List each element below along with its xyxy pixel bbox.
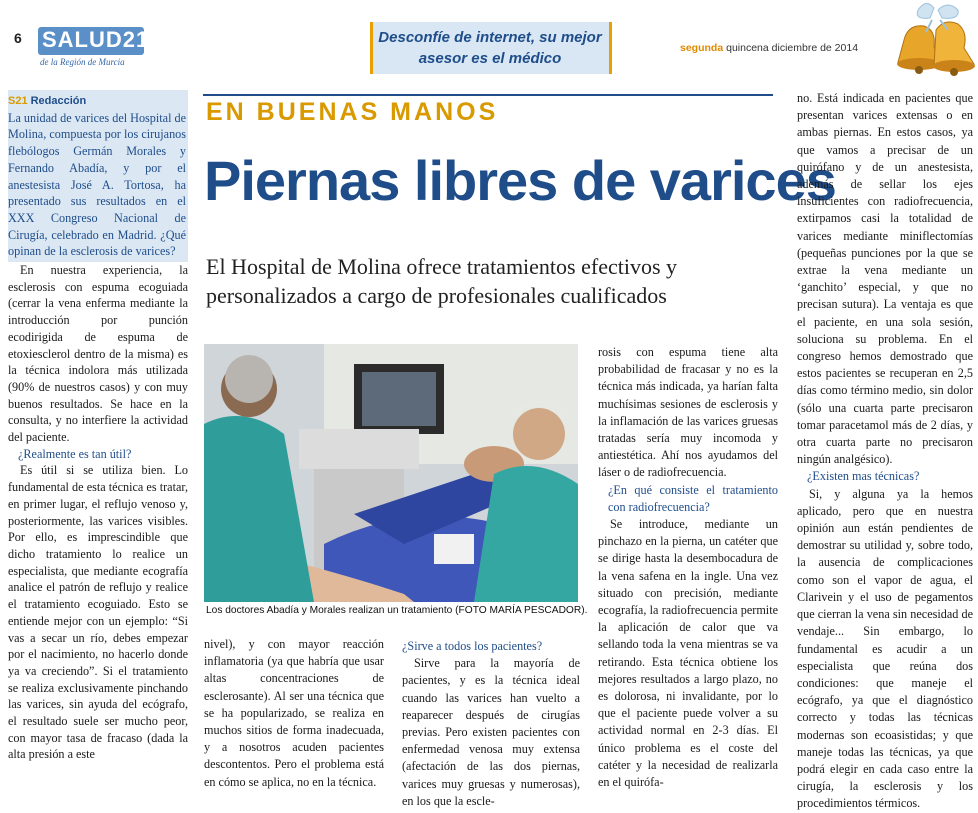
right1-paragraph-2: Se introduce, mediante un pinchazo en la pierna, un catéter que se dirige hasta la desembocadura de la vena safena en la ingle. Una vez situado con precisión, mediante ecografía, la radiofrecuencia permite la aplicación de calor que va sellando toda la vena mientras se va retirando. Esta técnica obtiene los mejores resultados a largo plazo, no es dolorosa, ni invalidante, por lo que el paciente puede volver a su actividad normal en 2-3 días. El único problema es el coste del catéter y la necesidad de realizarla en el quirófa- xyxy=(598,517,778,790)
christmas-bells-icon xyxy=(874,0,978,100)
byline-icon: S21 xyxy=(8,95,28,107)
question-1: ¿Realmente es tan útil? xyxy=(18,446,132,461)
left-paragraph-1: En nuestra experiencia, la esclerosis con espuma ecoguiada (cerrar la vena enferma mediante la introducción por punción ecodirigida de espuma de etoxiesclerol dentro de la misma) es la técnica indolora más utilizada (90% de nuestros casos) y con muy buenos resultados. Se hace en la consulta, y no interfiere la actividad del paciente. xyxy=(8,263,188,445)
question-2: ¿Sirve a todos los pacientes? xyxy=(402,639,543,653)
logo-subtitle: de la Región de Murcia xyxy=(40,57,125,67)
kicker-rule xyxy=(203,94,773,96)
right-column-1 xyxy=(598,344,778,791)
left-paragraph-2: Es útil si se utiliza bien. Lo fundamental de esta técnica es tratar, en primer lugar, el reflujo venoso y, posteriormente, las varices visibles. Por ello, es imprescindible que dicho tratamiento lo realice un especialista, que mediante ecografía analice el patrón de reflujo y realice el tratamiento ecoguiado. Esto se entiende mejor con un ejemplo: “Si vas a secar un río, debes empezar por el nacimiento, no hacerlo donde ya va creciendo”. Si el tratamiento se realiza exclusivamente pinchando las varices, sin ayuda del ecógrafo, el resultado suele ser mucho peor, con mayor tasa de fracaso (dada la alta presión a este xyxy=(8,463,188,762)
intro-block xyxy=(8,90,188,262)
issue-rest: quincena diciembre de 2014 xyxy=(723,42,859,54)
question-3: ¿En qué consiste el tratamiento con radiofrecuencia? xyxy=(608,482,778,514)
mid1-paragraph: nivel), y con mayor reacción inflamatoria (ya que habría que usar altas concentraciones de esclerosante). Al ser una técnica que se ha popularizado, se realiza en muchos sitios de forma inadecuada, y a nosotros acuden pacientes descontentos. Pero el problema está en cómo se aplica, no en la técnica. xyxy=(204,637,384,789)
logo: SALUD21 xyxy=(42,27,150,52)
byline: Redacción xyxy=(30,95,87,107)
subheadline: El Hospital de Molina ofrece tratamientos efectivos y personalizados a cargo de profesionales cualificados xyxy=(206,254,678,308)
photo-caption: Los doctores Abadía y Morales realizan un tratamiento (FOTO MARÍA PESCADOR). xyxy=(206,605,588,616)
question-4: ¿Existen mas técnicas? xyxy=(807,469,920,484)
right2-paragraph-2: Si, y alguna ya la hemos aplicado, pero que en nuestra opinión aun están pendientes de demostrar su utilidad y, sobre todo, la ausencia de complicaciones como son el vapor de agua, el Clarivein y el uso de pegamentos que cierran la vena sin necesidad de vendaje... Sin embargo, lo fundamental es acudir a un especialista que reúna dos condiciones: que maneje el ecógrafo, ya que el diagnóstico correcto y todas las técnicas modernas son ecoasistidas; y que maneje todas las técnicas, ya que podrá elegir en cada caso entre la cirugía, la esclerosis y los procedimientos térmicos. xyxy=(797,486,973,811)
photo-doctors-treatment xyxy=(204,344,578,602)
page-number: 6 xyxy=(14,30,22,46)
tagline: Desconfíe de internet, su mejor asesor es el médico xyxy=(378,29,602,67)
right2-paragraph-1: no. Está indicada en pacientes que presentan varices extensas o en ambas piernas. En estos casos, ya que vamos a precisar de un quirófano y de un anestesista, además de sellar los ejes insuficientes con radiofrecuencia, extirpamos casi la totalidad de varices mediante miniflectomías (pequeñas punciones por la que se extrae la vena mediante un ‘ganchito’ especial, y que no precisan sutura). La ventaja es que el paciente, en una sola sesión, soluciona su problema. En el congreso hemos demostrado que estos pacientes se recuperan en 2,5 días como término medio, sin dolor (sólo una cuarta parte precisaron tomar paracetamol más de 2 días, y otra cuarta parte no precisaron ningún analgésico). xyxy=(797,91,973,467)
middle-column-2 xyxy=(402,638,580,810)
right1-paragraph-1: rosis con espuma tiene alta probabilidad de fracasar y no es la técnica más indicada, ya harían falta muchísimas sesiones de esclerosis y la inflamación de las varices gruesas tratadas sería muy incomoda y antiestética. Ahí nos ayudamos del láser o de radiofrecuencia. xyxy=(598,345,778,480)
mid2-paragraph: Sirve para la mayoría de pacientes, y es la técnica ideal cuando las varices han vuelto a reaparecer después de cirugías previas. Pero existen pacientes con enfermedad venosa muy extensa (afectación de las dos piernas, varices muy gruesas y numerosas), en los que la escle- xyxy=(402,656,580,808)
issue-prefix: segunda xyxy=(680,42,724,54)
issue-date xyxy=(680,42,858,54)
left-column xyxy=(8,90,188,763)
right-column-2 xyxy=(797,90,973,813)
intro-text: La unidad de varices del Hospital de Molina, compuesta por los cirujanos flebólogos Germán Morales y Fernando Abadía, y por el anestesista José A. Tortosa, ha presentado sus resultados en el XXX Congreso Nacional de Cirugía, celebrado en Madrid. ¿Qué opinan de la esclerosis de varices? xyxy=(8,110,187,259)
headline: Piernas libres de varices xyxy=(204,149,836,212)
kicker: EN BUENAS MANOS xyxy=(206,98,499,126)
middle-column-1 xyxy=(204,636,384,791)
